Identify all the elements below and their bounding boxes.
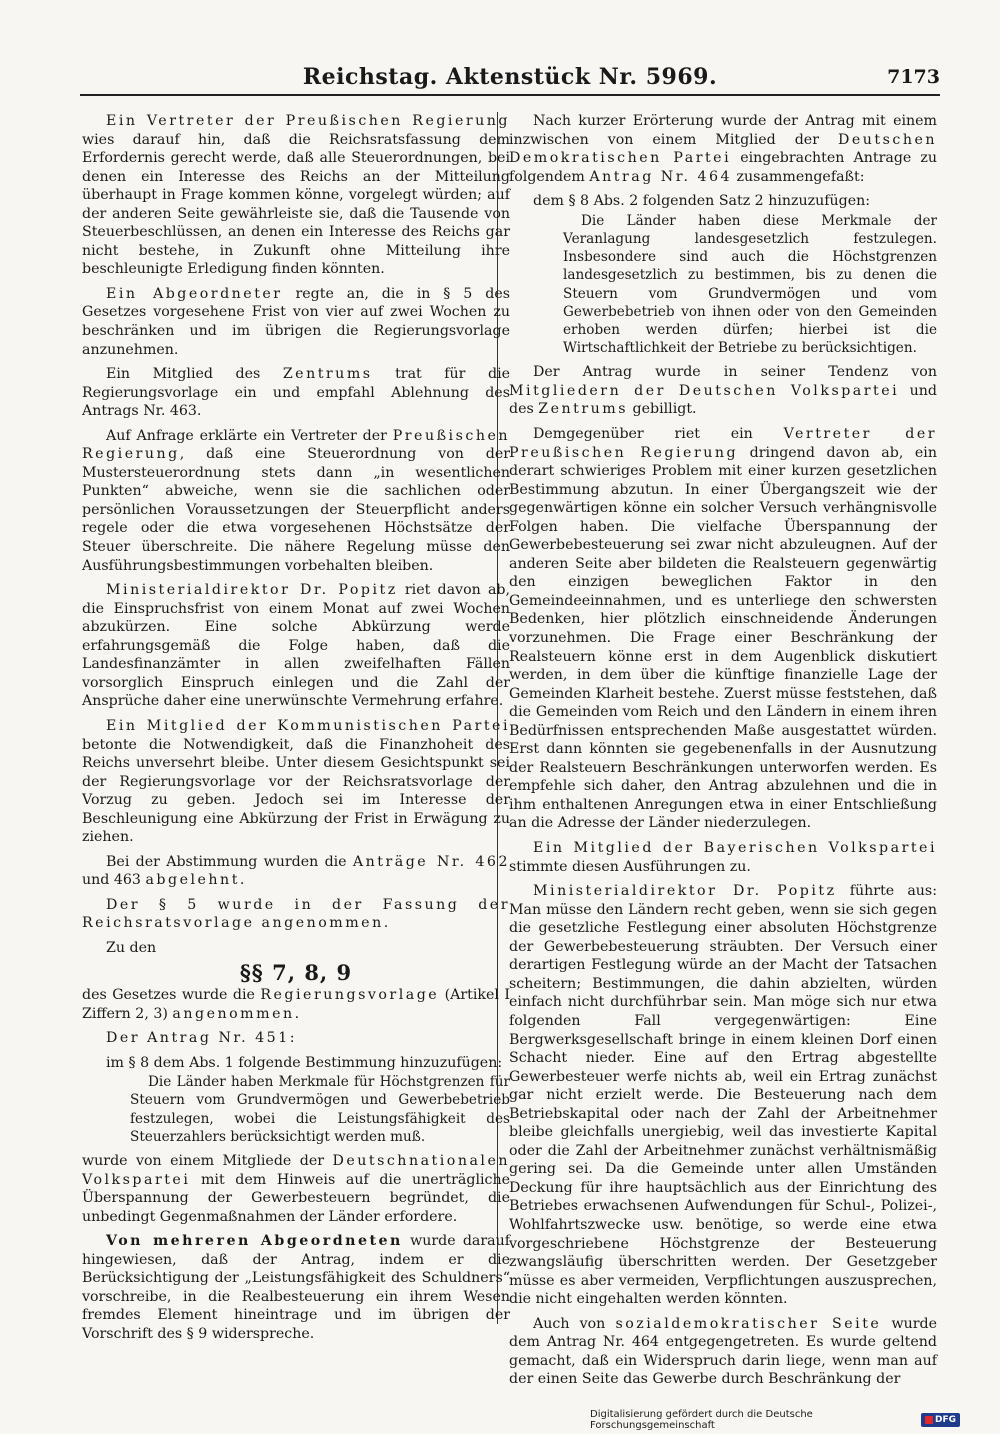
page-header bbox=[80, 62, 940, 96]
paragraph-text: Demgegenüber riet ein bbox=[533, 426, 784, 442]
paragraph-text: dringend davon ab, ein derart schwieriges Problem mit einer kurzen gesetzlichen Bestimmung abzutun. In einer Übergangszeit wie der gegenwärtigen könne ein solcher Versuch verhängnisvolle Folgen haben. Die vielfache Überspannung der Gewerbebesteuerung sei zwar nicht abzuleugnen. Auf der anderen Seite aber bildeten die Realsteuern gegenwärtig den einzigen beweglichen Faktor in den Gemeindeeinnahmen, und es unterliege den schwersten Bedenken, hier plötzlich einschneidende Änderungen vorzunehmen. Die Frage einer Beschränkung der Realsteuern könne erst in dem Augenblick diskutiert werden, in dem über die künftige finanzielle Lage der Gemeinden Klarheit bestehe. Zuerst müsse feststehen, daß die Gemeinden vom Reich und den Ländern in einem ihren Bedürfnissen entsprechenden Maße ausgestattet würden. Erst dann könnten sie gegebenenfalls in der Ausnutzung der Realsteuern Beschränkungen unterworfen werden. Es empfehle sich daher, den Antrag abzulehnen und die in ihm enthaltenen Anregungen etwa in einer Entschließung an die Adresse der Länder niederzulegen. bbox=[509, 444, 937, 832]
paragraph bbox=[509, 882, 937, 1309]
spaced-text: Ein Abgeordneter bbox=[106, 285, 283, 302]
spaced-text: Zentrums bbox=[538, 401, 629, 418]
digitization-footer bbox=[590, 1410, 960, 1430]
paragraph-text: wurde von einem Mitgliede der bbox=[82, 1153, 333, 1170]
spaced-text: Deutschnationalen Volkspartei bbox=[82, 1153, 510, 1188]
paragraph-text: . bbox=[294, 1005, 300, 1022]
running-title: Reichstag. Aktenstück Nr. 5969. bbox=[302, 64, 718, 90]
dfg-logo-text: DFG bbox=[934, 1415, 956, 1425]
spaced-text: Deutschen Demokratischen Partei bbox=[509, 131, 937, 167]
paragraph-text: Auch von bbox=[533, 1315, 616, 1332]
paragraph-text: wurde dem Antrag Nr. 464 entgegengetreten. Es wurde geltend gemacht, daß ein Widerspruch darin liege, wenn man auf der einen Seite das Gewerbe durch Beschränkung der bbox=[509, 1315, 937, 1388]
spaced-text: Von mehreren Abgeordneten bbox=[106, 1233, 403, 1250]
paragraph-text: stimmte diesen Ausführungen zu. bbox=[509, 858, 751, 875]
paragraph-text: eingebrachten Antrage zu folgendem bbox=[509, 150, 937, 185]
paragraph-text: : bbox=[289, 1030, 295, 1047]
quote-block: Die Länder haben Merkmale für Höchstgrenzen für Steuern vom Grundvermögen und Gewerbebetrieb festzulegen, wobei die Leistungsfähigkeit des Steuerzahlers berücksichtigt werden muß. bbox=[130, 1074, 510, 1145]
footer-credit: Digitalisierung gefördert durch die Deutsche Forschungsgemeinschaft bbox=[590, 1409, 813, 1431]
paragraph bbox=[82, 365, 510, 421]
left-column bbox=[82, 112, 510, 1350]
paragraph-text: des Gesetzes wurde die bbox=[82, 987, 261, 1004]
spaced-text: Der Antrag Nr. 451 bbox=[106, 1030, 290, 1047]
paragraph bbox=[82, 1232, 510, 1343]
paragraph bbox=[82, 853, 510, 890]
spaced-text: Der § 5 wurde in der Fassung der Reichsratsvorlage angenommen. bbox=[82, 896, 510, 932]
paragraph bbox=[509, 363, 937, 419]
dfg-emblem-icon bbox=[925, 1416, 933, 1424]
paragraph bbox=[509, 1315, 937, 1389]
paragraph-text: führte aus: Man müsse den Ländern recht geben, wenn sie sich gegen die gesetzliche Festlegung einer absoluten Höchstgrenze der Gewerbebesteuerung sträubten. Der Versuch einer derartigen Festlegung würde an der Macht der Tatsachen scheitern; Bestimmungen, die dahin abzielten, würden einfach nicht durchführbar sein. Man möge sich nur etwa folgenden Fall vergegenwärtigen: Eine Bergwerksgesellschaft bringe in einem kleinen Dorf einen Schacht nieder. Eine auf den Ertrag abgestellte Gewerbesteuer werfe nichts ab, weil ein Ertrag zunächst gar nicht erzielt werde. Die Besteuerung nach dem Betriebskapital oder nach der Zahl der Arbeitnehmer bleibe gleichfalls unergiebig, weil das investierte Kapital oder die Zahl der Arbeitnehmer zunächst verhältnismäßig gering sei. Da die Gemeinde unter allen Umständen Deckung für ihre hauptsächlich aus der Einrichtung des Betriebes erwachsenen Aufwendungen für Schul-, Polizei-, Wohlfahrtszwecke usw. benötige, so werde eine etwa vorgeschriebene Höchstgrenze der Besteuerung zwangsläufig überschritten werden. Der Gesetzgeber müsse es aber vermeiden, Verpflichtungen auszusprechen, die nicht eingehalten werden könnten. bbox=[509, 883, 937, 1308]
paragraph-text: , daß eine Steuerordnung von der Mustersteuerordnung stets dann „in wesentlichen Punkten“ abweiche, wenn sie die sachlichen oder persönlichen Voraussetzungen der Steuerpflicht anders regele oder die etwa vorgesehenen Höchstsätze der Steuer überschreite. Die nähere Regelung müsse den Ausführungsbestimmungen vorbehalten bleiben. bbox=[82, 446, 510, 574]
spaced-text: Preußischen Regierung bbox=[82, 427, 510, 463]
paragraph bbox=[509, 839, 937, 876]
spaced-text: Ein Mitglied der Bayerischen Volkspartei bbox=[533, 840, 937, 857]
dfg-logo bbox=[921, 1413, 960, 1427]
spaced-text: Ministerialdirektor Dr. Popitz bbox=[106, 582, 398, 599]
paragraph-text: betonte die Notwendigkeit, daß die Finanzhoheit des Reichs unversehrt bleibe. Unter diesem Gesichtspunkt sei der Regierungsvorlage vor der Reichsratsvorlage der Vorzug zu geben. Jedoch sei im Interesse der Beschleunigung eine Abkürzung der Frist in Erwägung zu ziehen. bbox=[82, 736, 510, 846]
spaced-text: sozialdemokratischer Seite bbox=[615, 1315, 882, 1332]
paragraph-text: Auf Anfrage erklärte ein Vertreter der bbox=[106, 427, 393, 444]
paragraph bbox=[82, 1029, 510, 1048]
page-number: 7173 bbox=[887, 66, 940, 88]
spaced-text: angenommen bbox=[172, 1005, 295, 1022]
paragraph-text: (Artikel I Ziffern 2, 3) bbox=[82, 987, 510, 1022]
quote-block: Die Länder haben diese Merkmale der Veranlagung landesgesetzlich festzulegen. Insbesondere sind auch die Höchstgrenzen landesgesetzlich zu bestimmen, bis zu denen die Steuern vom Grundvermögen und vom Gewerbebetrieb von ihnen oder von den Gemeinden erhoben werden dürfen; hierbei ist die Wirtschaftlichkeit der Betriebe zu berücksichtigen. bbox=[563, 212, 937, 357]
paragraph-text: Nach kurzer Erörterung wurde der Antrag mit einem inzwischen von einem Mitglied der bbox=[509, 113, 937, 148]
paragraph-text: zusammengefaßt: bbox=[732, 168, 865, 185]
paragraph bbox=[82, 112, 510, 279]
spaced-text: Antrag Nr. 464 bbox=[589, 168, 733, 185]
spaced-text: Regierungsvorlage bbox=[260, 987, 440, 1004]
spaced-text: abgelehnt bbox=[145, 872, 240, 889]
quote-lead: dem § 8 Abs. 2 folgenden Satz 2 hinzuzufügen: bbox=[533, 193, 871, 210]
paragraph: Zu den bbox=[106, 939, 157, 956]
paragraph bbox=[82, 1152, 510, 1226]
spaced-text: Zentrums bbox=[282, 366, 373, 383]
paragraph bbox=[82, 717, 510, 847]
paragraph-text: gebilligt. bbox=[628, 401, 697, 418]
paragraph bbox=[82, 581, 510, 711]
paragraph-text: Der Antrag wurde in seiner Tendenz von bbox=[533, 364, 937, 381]
paragraph-text: und 463 bbox=[82, 872, 146, 889]
spaced-text: Ministerialdirektor Dr. Popitz bbox=[533, 883, 837, 900]
paragraph-text: regte an, die in § 5 des Gesetzes vorgesehene Frist von vier auf zwei Wochen zu beschränken und im übrigen die Regierungsvorlage anzunehmen. bbox=[82, 285, 510, 358]
spaced-text: Anträge Nr. 462 bbox=[352, 853, 510, 870]
section-heading: §§ 7, 8, 9 bbox=[239, 959, 353, 985]
spaced-text: Vertreter der Preußischen Regierung bbox=[509, 426, 938, 461]
paragraph-text: Bei der Abstimmung wurden die bbox=[106, 853, 353, 870]
spaced-text: Ein Mitglied der Kommunistischen Partei bbox=[106, 717, 510, 734]
paragraph-text: trat für die Regierungsvorlage ein und empfahl Ablehnung des Antrags Nr. 463. bbox=[82, 366, 510, 420]
paragraph-text: Ein Mitglied des bbox=[106, 366, 283, 383]
paragraph bbox=[82, 896, 510, 933]
paragraph-text: wies darauf hin, daß die Reichsratsfassung dem Erfordernis gerecht werde, daß alle Steuerordnungen, bei denen ein Interesse des Reichs an der Mitteilung überhaupt in Frage kommen könne, vorgelegt würden; auf der anderen Seite gewährleiste sie, daß die Tausende von Steuerbeschlüssen, an denen ein Interesse des Reichs gar nicht bestehe, in Zukunft ohne Mitteilung ihre beschleunigte Erledigung finden könnten. bbox=[82, 131, 510, 278]
right-column bbox=[509, 112, 937, 1395]
paragraph bbox=[509, 112, 937, 186]
paragraph-text: wurde darauf hingewiesen, daß der Antrag, indem er die Berücksichtigung der „Leistungsfähigkeit des Schuldners“ vorschreibe, in die Realbesteuerung ein ihrem Wesen fremdes Element hineintrage und im übrigen der Vorschrift des § 9 widerspreche. bbox=[82, 1233, 510, 1342]
quote-lead: im § 8 dem Abs. 1 folgende Bestimmung hinzuzufügen: bbox=[106, 1054, 503, 1071]
spaced-text: Mitgliedern der Deutschen Volkspartei bbox=[509, 382, 900, 399]
paragraph bbox=[82, 427, 510, 575]
paragraph-text: riet davon ab, die Einspruchsfrist von einem Monat auf zwei Wochen abzukürzen. Eine solche Abkürzung werde erfahrungsgemäß die Folge haben, daß die Landesfinanzämter in allen zweifelhaften Fällen vorsorglich Einspruch einlegen und die Zahl der Ansprüche daher eine unerwünschte Vermehrung erfahre. bbox=[82, 582, 510, 710]
spaced-text: Ein Vertreter der Preußischen Regierung bbox=[106, 113, 510, 129]
paragraph-text: mit dem Hinweis auf die unerträgliche Überspannung der Gewerbesteuern begründet, die unbedingt Gegenmaßnahmen der Länder erfordere. bbox=[82, 1171, 510, 1225]
paragraph bbox=[509, 425, 937, 833]
paragraph-text: und des bbox=[509, 382, 937, 418]
paragraph bbox=[82, 986, 510, 1023]
paragraph bbox=[82, 285, 510, 359]
paragraph-text: . bbox=[239, 872, 245, 889]
